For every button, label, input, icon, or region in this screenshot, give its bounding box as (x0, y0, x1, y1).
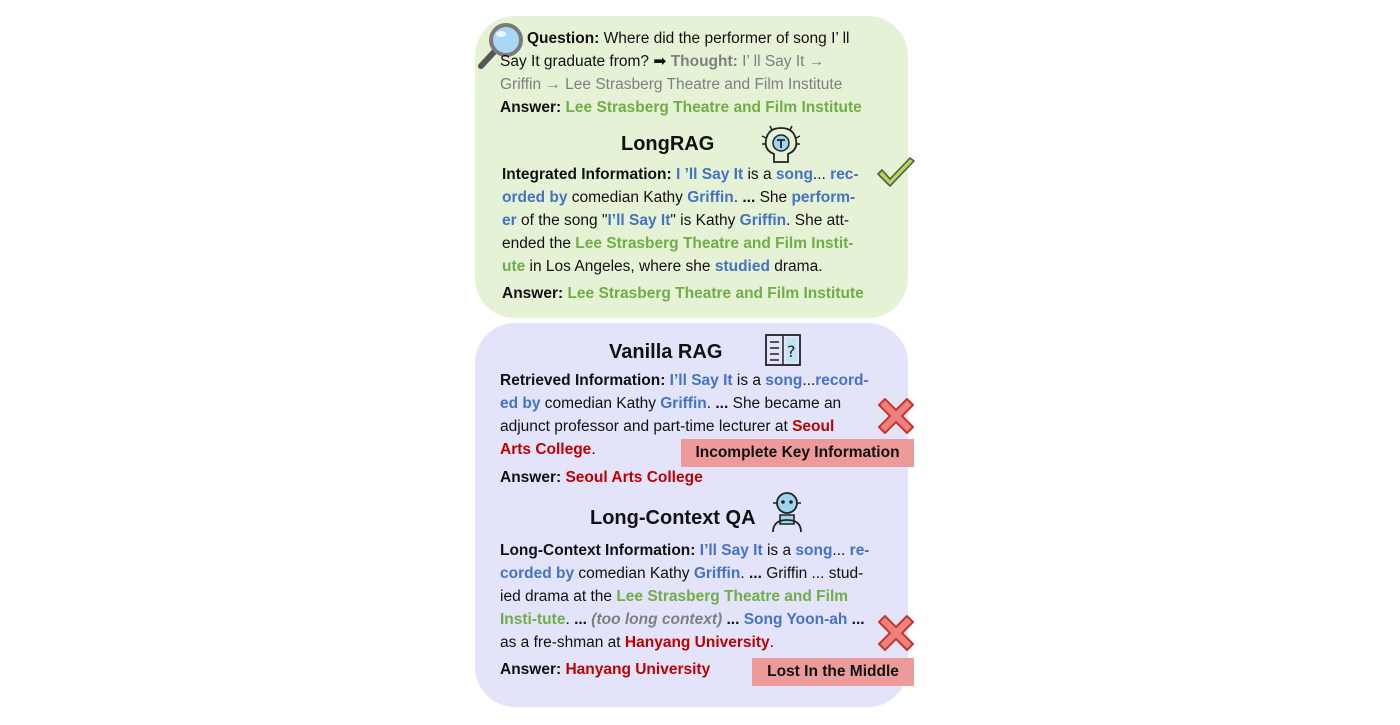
question-answer: Answer: Lee Strasberg Theatre and Film Institute (500, 99, 862, 116)
vanilla-info-line-3: adjunct professor and part-time lecturer at Seoul (500, 418, 835, 435)
arrow-right-icon: ➡ (653, 53, 667, 70)
long-context-title: Long-Context QA (590, 507, 756, 529)
longrag-info-line-1: Integrated Information: I ’ll Say It is a song... rec- (502, 166, 859, 183)
lost-in-middle-tag: Lost In the Middle (752, 658, 914, 686)
longctx-info-line-3: ied drama at the Lee Strasberg Theatre and Film (500, 588, 849, 605)
longrag-info-line-4: ended the Lee Strasberg Theatre and Film Instit- (502, 235, 854, 252)
question-line-1: Question: Where did the performer of song I’ ll (527, 30, 850, 47)
longctx-info-line-4: Insti-tute. ... (too long context) ... Song Yoon-ah ... (500, 611, 865, 628)
thought-chain: Griffin → Lee Strasberg Theatre and Film Institute (500, 76, 843, 93)
vanilla-info-line-1: Retrieved Information: I’ll Say It is a song...record- (500, 372, 869, 389)
cross-icon (875, 612, 917, 654)
longrag-info-line-2: orded by comedian Kathy Griffin. ... She perform- (502, 189, 856, 206)
svg-text:?: ? (787, 342, 796, 361)
robot-icon (767, 490, 807, 534)
longctx-answer: Answer: Hanyang University (500, 661, 711, 678)
book-question-icon (764, 332, 804, 368)
longctx-info-line-1: Long-Context Information: I’ll Say It is a song... re- (500, 542, 870, 559)
checkmark-icon (876, 157, 916, 191)
cross-icon (875, 395, 917, 437)
longrag-answer: Answer: Lee Strasberg Theatre and Film Institute (502, 285, 864, 302)
vanilla-info-line-2: ed by comedian Kathy Griffin. ... She became an (500, 395, 842, 412)
vanilla-answer: Answer: Seoul Arts College (500, 469, 703, 486)
longrag-title: LongRAG (621, 133, 715, 155)
question-line-2: Say It graduate from? ➡ Thought: I’ ll Say It → (500, 53, 825, 70)
longrag-info-line-5: ute in Los Angeles, where she studied drama. (502, 258, 823, 275)
longctx-info-line-5: as a fre-shman at Hanyang University. (500, 634, 774, 651)
longctx-info-line-2: corded by comedian Kathy Griffin. ... Griffin ... stud- (500, 565, 864, 582)
longrag-info-line-3: er of the song "I’ll Say It" is Kathy Griffin. She att- (502, 212, 850, 229)
incomplete-info-tag: Incomplete Key Information (681, 439, 914, 467)
vanilla-info-line-4: Arts College. (500, 441, 596, 458)
brain-bulb-icon (760, 124, 802, 166)
vanilla-rag-title: Vanilla RAG (609, 341, 723, 363)
